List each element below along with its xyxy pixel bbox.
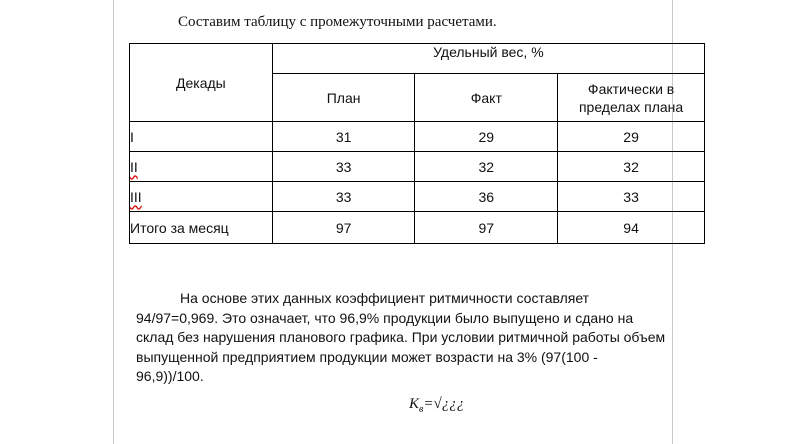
cell-plan: 97 <box>272 212 415 244</box>
formula <box>409 396 464 415</box>
cell-fact: 29 <box>415 122 558 152</box>
cell-within-plan: 29 <box>558 122 705 152</box>
header-fact: Факт <box>415 74 558 122</box>
table-header-row <box>130 44 705 74</box>
header-decades: Декады <box>130 44 273 122</box>
header-plan: План <box>272 74 415 122</box>
cell-within-plan: 32 <box>558 152 705 182</box>
cell-within-plan: 94 <box>558 212 705 244</box>
header-share: Удельный вес, % <box>272 44 704 74</box>
row-name-text: II <box>130 158 138 175</box>
row-name <box>130 182 273 212</box>
table-row <box>130 182 705 212</box>
intro-text: Составим таблицу с промежуточными расчетами. <box>178 14 497 30</box>
header-within-plan <box>558 74 705 122</box>
header-within-plan-line1: Фактически в <box>587 80 675 97</box>
row-name-text: III <box>130 188 142 205</box>
row-name <box>130 152 273 182</box>
cell-within-plan: 33 <box>558 182 705 212</box>
conclusion-paragraph <box>136 289 666 387</box>
paragraph-text: На основе этих данных коэффициент ритмичности составляет 94/97=0,969. Это означает, что 96,9% продукции было выпущено и сдано на склад без нарушения планового графика. При условии ритмичной работы объем выпущенной предприятием продукции может возрасти на 3% (97(100 - 96,9))/100. <box>136 290 666 384</box>
row-name: Итого за месяц <box>130 212 273 244</box>
table-total-row <box>130 212 705 244</box>
cell-fact: 97 <box>415 212 558 244</box>
cell-fact: 36 <box>415 182 558 212</box>
row-name: I <box>130 122 273 152</box>
formula-symbol: K <box>409 396 420 412</box>
formula-rhs: =√¿¿¿ <box>423 396 465 412</box>
calculation-table <box>129 43 705 244</box>
cell-plan: 31 <box>272 122 415 152</box>
cell-plan: 33 <box>272 152 415 182</box>
formula-subscript: в <box>419 404 424 415</box>
table-row <box>130 152 705 182</box>
table-row <box>130 122 705 152</box>
cell-plan: 33 <box>272 182 415 212</box>
cell-fact: 32 <box>415 152 558 182</box>
header-within-plan-line2: пределах плана <box>578 98 684 115</box>
